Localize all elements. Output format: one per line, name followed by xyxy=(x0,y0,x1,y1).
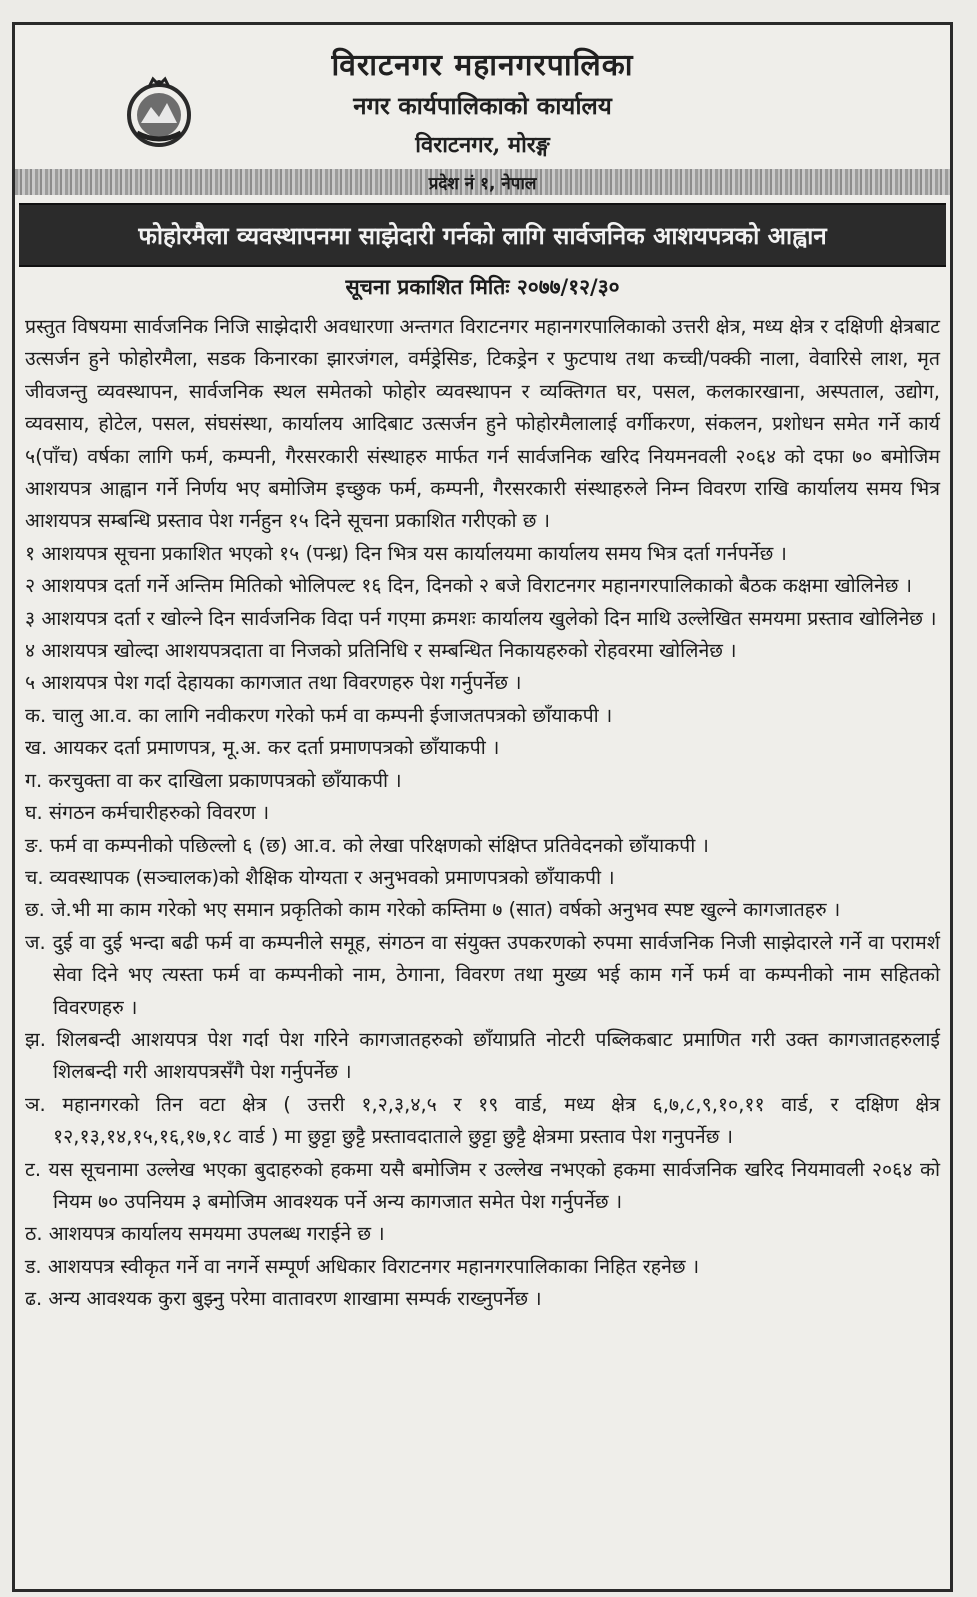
notice-frame xyxy=(12,22,953,1592)
list-item: ४ आशयपत्र खोल्दा आशयपत्रदाता वा निजको प्रतिनिधि र सम्बन्धित निकायहरुको रोहवरमा खोलिनेछ । xyxy=(25,639,737,663)
list-item: क. चालु आ.व. का लागि नवीकरण गरेको फर्म वा कम्पनी ईजाजतपत्रको छाँयाकपी । xyxy=(25,703,613,727)
municipality-title: विराटनगर महानगरपालिका xyxy=(331,48,634,83)
list-item: च. व्यवस्थापक (सञ्चालक)को शैक्षिक योग्यता र अनुभवको प्रमाणपत्रको छाँयाकपी । xyxy=(25,865,615,889)
notice-body xyxy=(25,311,940,1316)
list-item: घ. संगठन कर्मचारीहरुको विवरण । xyxy=(25,801,270,825)
list-item: छ. जे.भी मा काम गरेको भए समान प्रकृतिको काम गरेको कम्तिमा ७ (सात) वर्षको अनुभव स्पष्ट खुल्ने कागजातहरु । xyxy=(25,898,841,922)
list-item: ड. आशयपत्र स्वीकृत गर्ने वा नगर्ने सम्पूर्ण अधिकार विराटनगर महानगरपालिकाका निहित रहनेछ । xyxy=(25,1254,700,1278)
notice-header xyxy=(15,25,950,203)
list-item: झ. शिलबन्दी आशयपत्र पेश गर्दा पेश गरिने कागजातहरुको छाँयाप्रति नोटरी पब्लिकबाट प्रमाणित गरी उक्त कागजातहरुलाई शिलबन्दी गरी आशयपत्रसँगै पेश गर्नुपर्नेछ । xyxy=(25,1027,940,1084)
list-item: ट. यस सूचनामा उल्लेख भएका बुदाहरुको हकमा यसै बमोजिम र उल्लेख नभएको हकमा सार्वजनिक खरिद नियमावली २०६४ को नियम ७० उपनियम ३ बमोजिम आवश्यक पर्ने अन्य कागजात समेत पेश गर्नुपर्नेछ । xyxy=(25,1157,940,1213)
list-item: ख. आयकर दर्ता प्रमाणपत्र, मू.अ. कर दर्ता प्रमाणपत्रको छाँयाकपी । xyxy=(25,736,500,760)
list-item: ज. दुई वा दुई भन्दा बढी फर्म वा कम्पनीले समूह, संगठन वा संयुक्त उपकरणको रुपमा सार्वजनिक निजी साझेदारले गर्ने वा परामर्श सेवा दिने भए त्यस्ता फर्म वा कम्पनीको नाम, ठेगाना, विवरण तथा मुख्य भई काम गर्ने फर्म वा कम्पनीको नाम सहितको विवरणहरु । xyxy=(25,930,940,1019)
province-label: प्रदेश नं १, नेपाल xyxy=(428,174,537,194)
office-subtitle: नगर कार्यपालिकाको कार्यालय xyxy=(353,91,612,120)
list-item: ३ आशयपत्र दर्ता र खोल्ने दिन सार्वजनिक विदा पर्न गएमा क्रमशः कार्यालय खुलेको दिन माथि उल्लेखित समयमा प्रस्ताव खोलिनेछ । xyxy=(25,606,937,630)
list-item: ङ. फर्म वा कम्पनीको पछिल्लो ६ (छ) आ.व. को लेखा परिक्षणको संक्षिप्त प्रतिवेदनको छाँयाकपी । xyxy=(25,833,709,857)
notice-banner xyxy=(19,203,946,267)
list-item: ५ आशयपत्र पेश गर्दा देहायका कागजात तथा विवरणहरु पेश गर्नुपर्नेछ । xyxy=(25,671,522,695)
list-item: २ आशयपत्र दर्ता गर्ने अन्तिम मितिको भोलिपल्ट १६ दिन, दिनको २ बजे विराटनगर महानगरपालिकाको बैठक कक्षमा खोलिनेछ । xyxy=(25,574,913,598)
list-item: ढ. अन्य आवश्यक कुरा बुझ्नु परेमा वातावरण शाखामा सम्पर्क राख्नुपर्नेछ । xyxy=(25,1287,542,1311)
list-item: ञ. महानगरको तिन वटा क्षेत्र ( उत्तरी १,२,३,४,५ र १९ वार्ड, मध्य क्षेत्र ६,७,८,९,१०,११ वार्ड, र दक्षिण क्षेत्र १२,१३,१४,१५,१६,१७,१८ वार्ड ) मा छुट्टा छुट्टै प्रस्तावदाताले छुट्टा छुट्टै क्षेत्रमा प्रस्ताव पेश गनुपर्नेछ । xyxy=(25,1092,940,1149)
notice-heading: फोहोरमैला व्यवस्थापनमा साझेदारी गर्नको लागि सार्वजनिक आशयपत्रको आह्वान xyxy=(138,222,827,250)
list-item: १ आशयपत्र सूचना प्रकाशित भएको १५ (पन्ध्र) दिन भित्र यस कार्यालयमा कार्यालय समय भित्र दर्ता गर्नपर्नेछ । xyxy=(25,541,787,565)
office-location: विराटनगर, मोरङ्ग xyxy=(415,132,550,158)
list-item: ठ. आशयपत्र कार्यालय समयमा उपलब्ध गराईने छ । xyxy=(25,1222,385,1246)
list-item: ग. करचुक्ता वा कर दाखिला प्रकाणपत्रको छाँयाकपी । xyxy=(25,768,402,792)
publish-date: सूचना प्रकाशित मितिः २०७७/१२/३० xyxy=(345,275,620,299)
intro-paragraph: प्रस्तुत विषयमा सार्वजनिक निजि साझेदारी अवधारणा अन्तगत विराटनगर महानगरपालिकाको उत्तरी क्षेत्र, मध्य क्षेत्र र दक्षिणी क्षेत्रबाट उत्सर्जन हुने फोहोरमैला, सडक किनारका झारजंगल, वर्मड्रेसिङ, टिकड्रेन र फुटपाथ तथा कच्ची/पक्की नाला, वेवारिसे लाश, मृत जीवजन्तु व्यवस्थापन, सार्वजनिक स्थल समेतको फोहोर व्यवस्थापन र व्यक्तिगत घर, पसल, कलकारखाना, अस्पताल, उद्योग, व्यवसाय, होटेल, पसल, संघसंस्था, कार्यालय आदिबाट उत्सर्जन हुने फोहोरमैलालाई वर्गीकरण, संकलन, प्रशोधन समेत गर्ने कार्य ५(पाँच) वर्षका लागि फर्म, कम्पनी, गैरसरकारी संस्थाहरु मार्फत गर्न सार्वजनिक खरिद नियमनवली २०६४ को दफा ७० बमोजिम आशयपत्र आह्वान गर्ने निर्णय भए बमोजिम इच्छुक फर्म, कम्पनी, गैरसरकारी संस्थाहरुले निम्न विवरण राखि कार्यालय समय भित्र आशयपत्र सम्बन्धि प्रस्ताव पेश गर्नहुन १५ दिने सूचना प्रकाशित गरीएको छ । xyxy=(25,315,940,533)
